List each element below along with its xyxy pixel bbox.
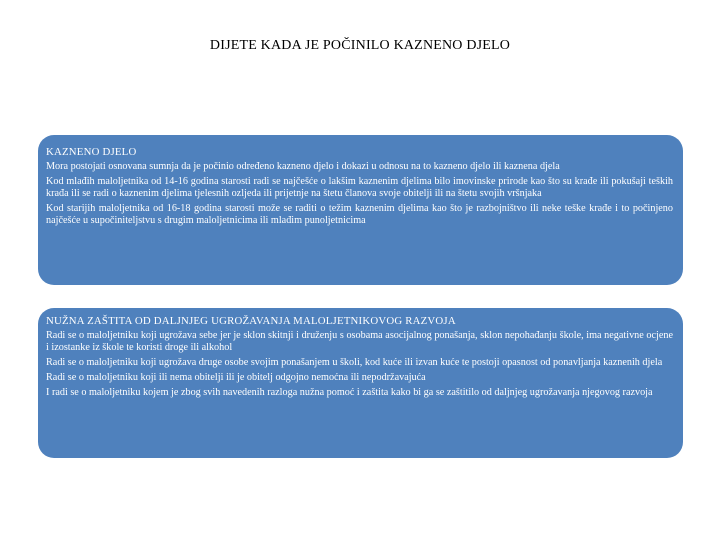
panel-paragraph: Radi se o maloljetniku koji ugrožava sebe jer je sklon skitnji i druženju s osobama asocijalnog ponašanja, sklon nepohađanju škole, ima negativne ocjene i izostanke iz škole te koristi droge ili alkohol (46, 330, 673, 353)
panel-heading: NUŽNA ZAŠTITA OD DALJNJEG UGROŽAVANJA MALOLJETNIKOVOG RAZVOJA (46, 315, 456, 327)
panel-paragraph: Radi se o maloljetniku koji ugrožava druge osobe svojim ponašanjem u školi, kod kuće ili izvan kuće te postoji opasnost od ponavljanja kaznenih djela (46, 357, 663, 368)
panel-paragraph: I radi se o maloljetniku kojem je zbog svih navedenih razloga nužna pomoć i zaštita kako bi ga se zaštitilo od daljnjeg ugrožavanja njegovog razvoja (46, 387, 653, 398)
panel-nuzna-zastita (38, 308, 683, 458)
panel-paragraph: Radi se o maloljetniku koji ili nema obitelji ili je obitelj odgojno nemoćna ili nepodržavajuća (46, 372, 426, 383)
panel-paragraph: Mora postojati osnovana sumnja da je počinio određeno kazneno djelo i dokazi u odnosu na to kazneno djelo ili kaznena djela (46, 161, 560, 172)
page-title: DIJETE KADA JE POČINILO KAZNENO DJELO (209, 38, 511, 53)
panel-paragraph: Kod starijih maloljetnika od 16-18 godina starosti može se raditi o težim kaznenim djelima kao što je razbojništvo ili neke teške krađe i to počinjeno najčešće u supočiniteljstvu s drugim maloljetnicima ili mlađim punoljetnicima (46, 203, 673, 226)
panel-kazneno-djelo (38, 135, 683, 285)
panel-paragraph: Kod mlađih maloljetnika od 14-16 godina starosti radi se najčešće o lakšim kaznenim djelima bilo imovinske prirode kao što su krađe ili pokušaji teških krađa ili se radi o kaznenim djelima tjelesnih ozljeda ili prijetnje na štetu članova svoje obitelji ili na štetu svojih vršnjaka (46, 176, 673, 199)
panel-heading: KAZNENO DJELO (46, 146, 137, 158)
